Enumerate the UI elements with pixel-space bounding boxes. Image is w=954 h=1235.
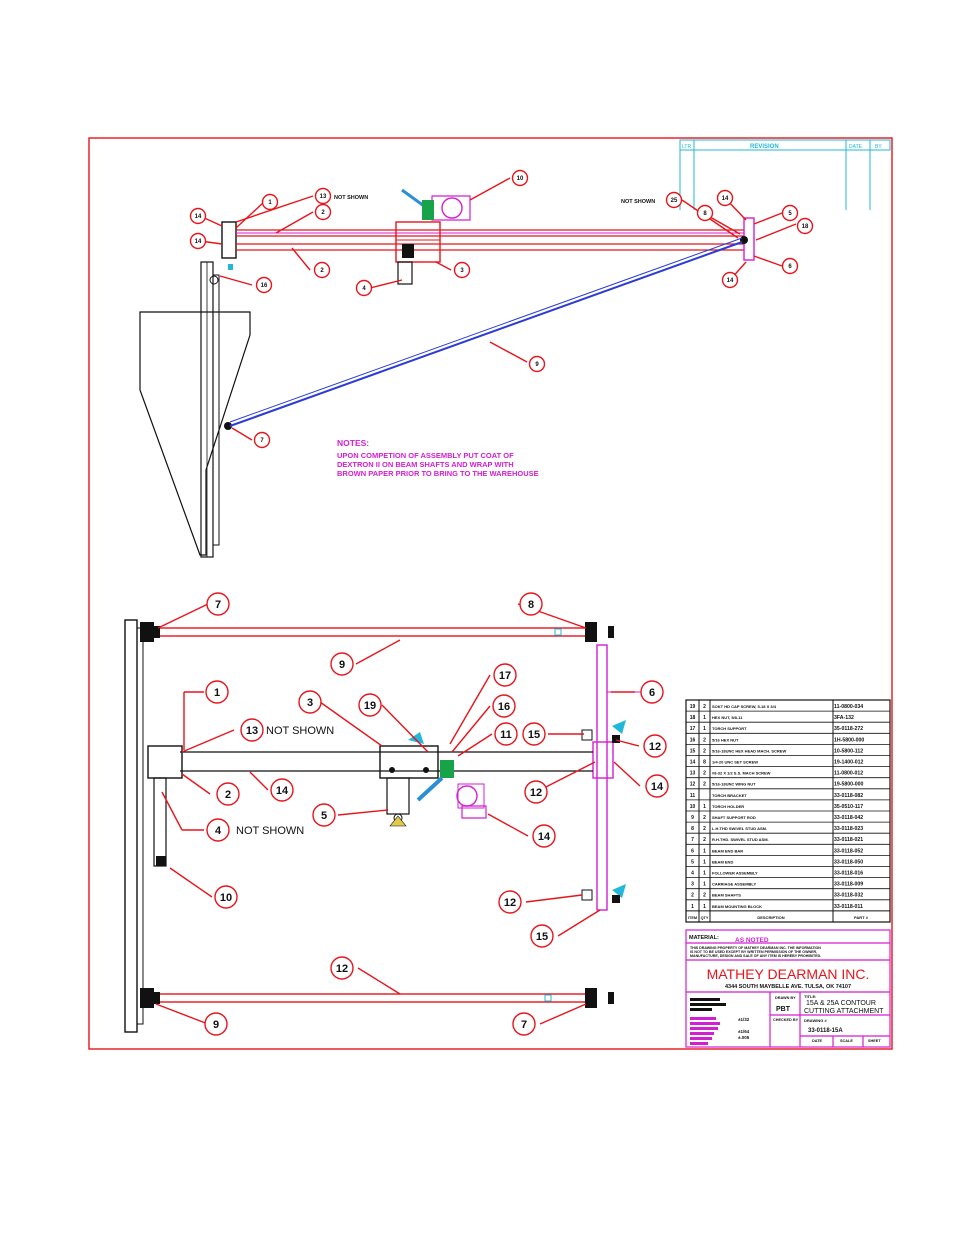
bottom-balloon-label: 14 (275, 784, 289, 797)
drawing-border (89, 138, 892, 1049)
bottom-balloon-label: 19 (363, 699, 377, 712)
bom-part-number: 3FA-132 (834, 715, 854, 722)
title-line-1: 15A & 25A CONTOUR (806, 1000, 876, 1007)
bom-description: L.H.THD SWIVEL STUD ASM. (712, 826, 768, 832)
bom-qty: 8 (703, 759, 706, 766)
bottom-balloon-1 (206, 681, 228, 703)
top-balloon-14 (723, 273, 738, 288)
tolerance-notes (690, 998, 726, 1045)
bom-part-number: 33-0118-032 (834, 892, 864, 899)
bom-header-part: PART # (854, 914, 868, 920)
bottom-balloon-label: 11 (500, 728, 512, 741)
bottom-balloon-label: 12 (529, 786, 543, 799)
bom-description: BEAM MOUNTING BLOCK (712, 903, 762, 909)
top-balloon-18 (798, 219, 813, 234)
bom-description: 1/4-20 UNC SET SCREW (712, 759, 759, 765)
proprietary-line-3: MANUFACTURE, DESIGN AND SALE OF ANY ITEM IS HEREBY PROHIBITED. (690, 954, 822, 958)
beam-end (593, 742, 613, 778)
bom-qty: 1 (703, 803, 706, 810)
top-not-shown-13: NOT SHOWN (334, 195, 369, 201)
revision-by: BY (875, 144, 882, 150)
bottom-view (125, 620, 650, 1032)
bottom-balloon-8 (520, 593, 542, 615)
bom-description: 5/16-18UNC WING NUT (712, 781, 756, 787)
follower-bottom (387, 778, 409, 814)
drawing-number: 33-0118-15A (808, 1028, 843, 1034)
bottom-balloon-12 (499, 891, 521, 913)
bom-description: BEAM END (712, 859, 734, 865)
proprietary-line-2: IS NOT TO BE USED EXCEPT BY WRITTEN PERMISSION OF THE OWNER, (690, 950, 818, 954)
bom-qty: 2 (703, 748, 706, 755)
notes-heading: NOTES: (337, 438, 370, 448)
bom-qty: 1 (703, 870, 706, 877)
bom-qty: 2 (703, 781, 706, 788)
bom-item-number: 14 (689, 759, 696, 766)
bottom-balloon-15 (523, 723, 545, 745)
bom-qty: 2 (703, 770, 706, 777)
bottom-balloon-label: 2 (224, 788, 232, 801)
bottom-balloon-label: 13 (245, 724, 259, 737)
top-balloon-5 (783, 206, 798, 221)
bom-item-number: 15 (689, 748, 696, 755)
bom-item-number: 18 (689, 715, 696, 722)
top-balloon-label: 16 (260, 283, 268, 290)
bom-description: FOLLOWER ASSEMBLY (712, 870, 758, 876)
bom-description: CARRIAGE ASSEMBLY (712, 881, 757, 887)
bom-part-number: 33-0118-009 (834, 881, 864, 888)
top-balloon-25 (667, 193, 682, 208)
bottom-balloon-11 (495, 723, 517, 745)
support-rod-lower (155, 994, 587, 1002)
top-not-shown-25: NOT SHOWN (621, 199, 656, 205)
title-line-2: CUTTING ATTACHMENT (804, 1008, 884, 1015)
torch-holder-top (402, 190, 470, 220)
tolerance-1: ±1/32 (738, 1017, 750, 1022)
bottom-balloon-12 (644, 735, 666, 757)
tolerance-3: ±.005 (738, 1035, 750, 1040)
bottom-balloon-9 (331, 653, 353, 675)
bottom-balloon-label: 5 (320, 809, 328, 822)
bom-description: TORCH BRACKET (712, 792, 747, 798)
top-balloon-14 (718, 191, 733, 206)
bom-description: BEAM SHAFTS (712, 892, 741, 898)
top-balloon-label: 7 (260, 438, 264, 445)
bom-part-number: 35-0118-272 (834, 726, 864, 733)
bom-description: HEX NUT, 5/8-11 (712, 715, 743, 721)
bottom-balloon-2 (217, 783, 239, 805)
bottom-balloon-label: 12 (503, 896, 517, 909)
bottom-balloon-12 (331, 957, 353, 979)
bom-item-number: 9 (691, 814, 694, 821)
bom-part-number: 33-0118-021 (834, 837, 864, 844)
top-balloon-9 (530, 357, 545, 372)
title-label: TITLE: (804, 994, 817, 999)
bottom-balloon-17 (494, 664, 516, 686)
bom-part-number: 33-0118-052 (834, 848, 864, 855)
bom-description: 5/16-18UNC HEX HEAD MACH. SCREW (712, 748, 787, 754)
bottom-balloon-label: 8 (527, 598, 535, 611)
top-balloon-1 (263, 195, 278, 210)
bom-item-number: 6 (691, 848, 694, 855)
bottom-balloon-5 (313, 804, 335, 826)
bottom-balloon-7 (513, 1013, 535, 1035)
bom-description: BEAM END BAR (712, 848, 744, 854)
bom-item-number: 10 (689, 803, 696, 810)
top-balloon-label: 4 (362, 286, 366, 293)
bottom-balloon-6 (641, 681, 663, 703)
material-label: MATERIAL: (689, 935, 719, 941)
support-rod-upper (155, 628, 587, 636)
beam-mounting-block (222, 222, 236, 258)
bottom-balloon-19 (359, 694, 381, 716)
bom-part-number: 11-0800-012 (834, 770, 864, 777)
drawing-number-label: DRAWING # (804, 1018, 827, 1023)
bom-part-number: 19-1400-012 (834, 759, 864, 766)
bottom-balloon-group (205, 593, 668, 1035)
bom-qty: 2 (703, 826, 706, 833)
bottom-not-shown-12: NOT SHOWN (236, 825, 305, 837)
top-balloon-label: 5 (788, 211, 792, 218)
bottom-balloon-16 (493, 695, 515, 717)
bom-part-number: 33-0118-016 (834, 870, 864, 877)
bottom-not-shown-13: NOT SHOWN (266, 725, 335, 737)
bom-description: TORCH SUPPORT (712, 726, 747, 732)
bom-qty: 2 (703, 737, 706, 744)
top-balloon-label: 14 (726, 278, 734, 285)
top-balloon-label: 1 (268, 200, 272, 207)
bom-item-number: 13 (689, 770, 696, 777)
bom-item-number: 17 (689, 726, 696, 733)
bom-qty: 2 (703, 703, 706, 710)
revision-block (680, 140, 890, 210)
bom-description: TORCH HOLDER (712, 803, 745, 809)
bottom-balloon-label: 14 (650, 780, 664, 793)
top-balloon-8 (698, 206, 713, 221)
bottom-balloon-12 (525, 781, 547, 803)
top-balloon-label: 14 (194, 214, 202, 221)
bom-part-number: 33-0118-042 (834, 814, 864, 821)
bottom-balloon-label: 17 (498, 669, 512, 682)
bom-part-number: 10-5800-112 (834, 748, 864, 755)
top-balloon-6 (783, 259, 798, 274)
top-balloon-7 (255, 433, 270, 448)
notes-line-3: BROWN PAPER PRIOR TO BRING TO THE WAREHOUSE (337, 469, 539, 478)
bottom-balloon-label: 14 (537, 830, 551, 843)
bom-description: #8-32 X 1/2 S.S. MACH SCREW (712, 770, 771, 776)
checked-label: CHECKED BY (773, 1018, 799, 1022)
bottom-balloon-label: 9 (338, 658, 346, 671)
notes-line-2: DEXTRON II ON BEAM SHAFTS AND WRAP WITH (337, 460, 514, 469)
revision-date: DATE (849, 144, 862, 150)
top-balloon-16 (257, 278, 272, 293)
bom-item-number: 3 (691, 881, 694, 888)
bom-qty: 1 (703, 726, 706, 733)
bom-qty: 1 (703, 848, 706, 855)
bom-part-number: 33-0118-050 (834, 859, 864, 866)
top-view (140, 190, 754, 557)
top-balloon-2 (316, 205, 331, 220)
bottom-balloon-3 (299, 691, 321, 713)
top-balloon-label: 25 (670, 198, 678, 205)
bottom-balloon-13 (241, 719, 263, 741)
top-balloon-3 (455, 263, 470, 278)
bom-item-number: 4 (691, 870, 694, 877)
bottom-balloon-label: 15 (535, 930, 549, 943)
top-balloon-label: 3 (460, 268, 464, 275)
bottom-balloon-label: 15 (527, 728, 541, 741)
top-balloon-14 (191, 234, 206, 249)
bom-part-number: 1H-5800-000 (834, 737, 865, 744)
bom-item-number: 2 (691, 892, 694, 899)
bom-item-number: 5 (691, 859, 694, 866)
top-balloon-label: 18 (801, 224, 809, 231)
top-balloon-label: 8 (703, 211, 707, 218)
bom-qty: 2 (703, 837, 706, 844)
bom-part-number: 33-0118-023 (834, 826, 864, 833)
bottom-balloon-14 (271, 779, 293, 801)
top-balloon-label: 2 (320, 268, 324, 275)
bom-part-number: 33-0118-082 (834, 792, 864, 799)
material-value: AS NOTED (735, 937, 769, 944)
bom-item-number: 19 (689, 703, 696, 710)
bom-item-number: 7 (691, 837, 694, 844)
torch-holder-bottom (457, 786, 477, 806)
bottom-balloon-14 (646, 775, 668, 797)
revision-ltr: LTR (682, 144, 692, 150)
bottom-balloon-label: 16 (497, 700, 511, 713)
top-balloon-label: 6 (788, 264, 792, 271)
tolerance-2: ±1/64 (738, 1029, 750, 1034)
bom-part-number: 35-0510-117 (834, 803, 864, 810)
bottom-balloon-label: 9 (212, 1018, 220, 1031)
bom-description: R.H.THD. SWIVEL STUD ASM. (712, 837, 769, 843)
bottom-balloon-7 (207, 593, 229, 615)
bom-item-number: 12 (689, 781, 696, 788)
proprietary-line-1: THIS DRAWING PROPERTY OF MATHEY DEARMAN INC. THE INFORMATION (690, 946, 821, 950)
bom-qty: 2 (703, 892, 706, 899)
bottom-balloon-4 (207, 819, 229, 841)
top-balloon-label: 10 (516, 176, 524, 183)
mounting-plate-bottom (125, 620, 137, 1032)
bottom-balloon-10 (215, 886, 237, 908)
bom-qty: 2 (703, 814, 706, 821)
bom-part-number: 19-5800-000 (834, 781, 864, 788)
bom-qty: 1 (703, 903, 706, 910)
bill-of-materials (686, 700, 890, 922)
bom-item-number: 16 (689, 737, 696, 744)
bottom-balloon-label: 1 (213, 686, 221, 699)
top-balloon-label: 2 (321, 210, 325, 217)
top-balloon-label: 9 (535, 362, 539, 369)
notes-line-1: UPON COMPETION OF ASSEMBLY PUT COAT OF (337, 451, 514, 460)
support-rod-top (230, 242, 742, 426)
mounting-block-bottom (148, 746, 182, 778)
bom-header-item: ITEM (687, 915, 698, 920)
bottom-balloon-9 (205, 1013, 227, 1035)
bom-description: SHAFT SUPPORT ROD (712, 814, 756, 820)
drawn-label: DRAWN BY (775, 996, 796, 1000)
bottom-balloon-14 (533, 825, 555, 847)
carriage-bottom (380, 746, 438, 778)
bom-qty: 1 (703, 881, 706, 888)
date-label: DATE (812, 1039, 823, 1043)
bottom-balloon-label: 10 (219, 891, 233, 904)
machine-hopper (140, 312, 250, 555)
scale-label: SCALE (840, 1039, 853, 1043)
bom-item-number: 1 (691, 903, 694, 910)
company-address: 4344 SOUTH MAYBELLE AVE. TULSA, OK 74107 (724, 984, 852, 990)
revision-title: REVISION (750, 144, 779, 150)
bottom-balloon-label: 3 (306, 696, 314, 709)
bottom-balloon-label: 4 (214, 824, 222, 837)
bom-item-number: 8 (691, 826, 694, 833)
bom-qty: 1 (703, 715, 706, 722)
bottom-balloon-label: 7 (214, 598, 222, 611)
company-name: MATHEY DEARMAN INC. (706, 966, 870, 982)
top-balloon-10 (513, 171, 528, 186)
bom-description: 5/16 HEX NUT (712, 737, 739, 743)
top-balloon-label: 13 (319, 194, 327, 201)
bottom-balloon-label: 6 (648, 686, 656, 699)
bom-qty: 1 (703, 859, 706, 866)
bom-part-number: 33-0118-011 (834, 903, 863, 910)
top-balloon-2 (315, 263, 330, 278)
top-balloon-13 (316, 189, 331, 204)
bom-header-description: DESCRIPTION (757, 914, 785, 920)
bottom-balloon-label: 12 (335, 962, 349, 975)
top-balloon-label: 14 (194, 239, 202, 246)
top-balloon-14 (191, 209, 206, 224)
top-balloon-label: 14 (721, 196, 729, 203)
bom-description: SOKT HD CAP SCREW, 5-18 X 3/4 (712, 703, 776, 709)
bottom-balloon-label: 7 (520, 1018, 528, 1031)
drawn-value: PBT (776, 1006, 790, 1013)
bottom-balloon-15 (531, 925, 553, 947)
bom-item-number: 11 (689, 792, 696, 799)
bottom-balloon-label: 12 (648, 740, 662, 753)
bom-part-number: 11-0800-034 (834, 703, 864, 710)
bom-header-qty: QTY (700, 915, 709, 920)
sheet-label: SHEET (868, 1039, 881, 1043)
top-balloon-4 (357, 281, 372, 296)
